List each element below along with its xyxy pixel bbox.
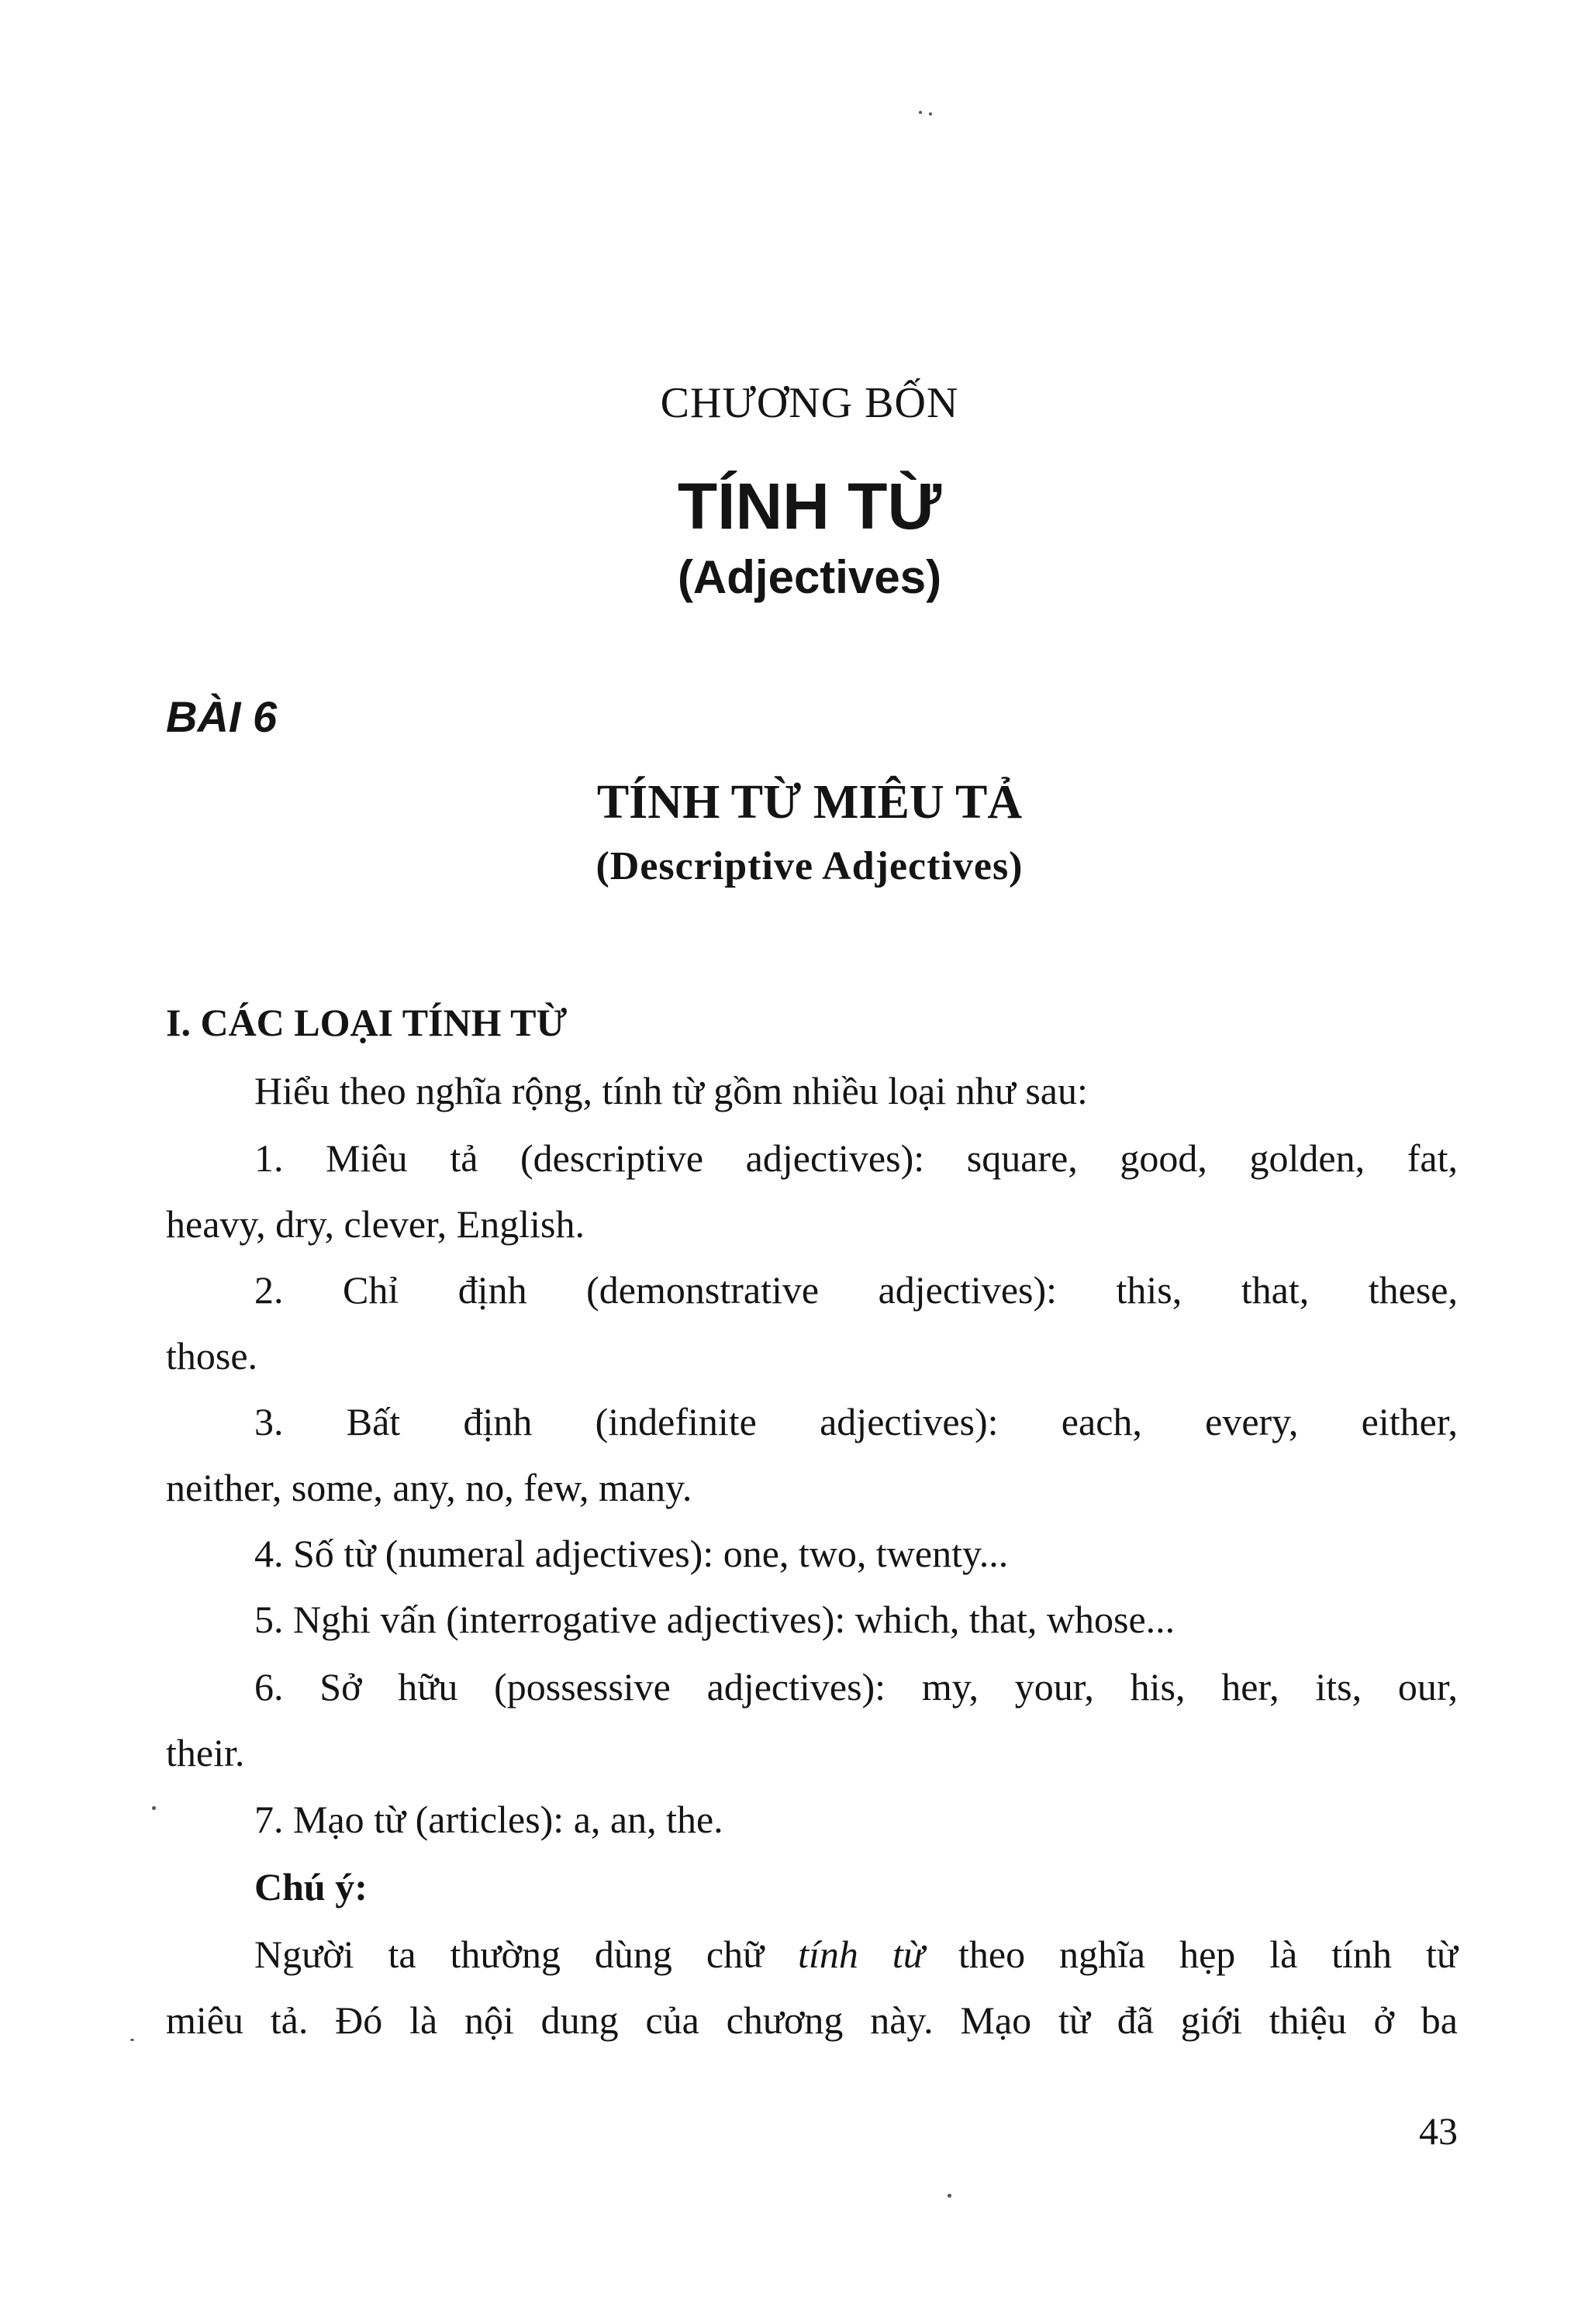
note-line-1-start: Người ta thường dùng chữ xyxy=(254,1933,799,1976)
page-number: 43 xyxy=(1419,2109,1458,2153)
lesson-title-english: (Descriptive Adjectives) xyxy=(596,844,1024,888)
scan-speck xyxy=(152,1806,156,1810)
note-emphasis: tính từ xyxy=(798,1933,925,1976)
list-item-6-line-1: 6. Sở hữu (possessive adjectives): my, your, his, her, its, our, xyxy=(254,1665,1458,1709)
list-item-7: 7. Mạo từ (articles): a, an, the. xyxy=(254,1798,723,1841)
list-item-3-line-2: neither, some, any, no, few, many. xyxy=(166,1466,692,1509)
list-item-1-line-2: heavy, dry, clever, English. xyxy=(166,1202,585,1246)
note-line-1-end: theo nghĩa hẹp là tính từ xyxy=(924,1933,1459,1976)
intro-paragraph: Hiểu theo nghĩa rộng, tính từ gồm nhiều loại như sau: xyxy=(254,1069,1088,1112)
note-line-1 xyxy=(254,1932,1458,1977)
list-item-6-line-2: their. xyxy=(166,1731,245,1774)
list-item-4: 4. Số từ (numeral adjectives): one, two, twenty... xyxy=(254,1532,1009,1575)
list-item-2-line-2: those. xyxy=(166,1334,258,1378)
note-line-2: miêu tả. Đó là nội dung của chương này. Mạo từ đã giới thiệu ở ba xyxy=(166,1998,1458,2042)
list-item-3-line-1: 3. Bất định (indefinite adjectives): each, every, either, xyxy=(254,1400,1458,1443)
section-heading: I. CÁC LOẠI TÍNH TỪ xyxy=(166,1001,568,1044)
chapter-label: CHƯƠNG BỐN xyxy=(660,379,959,427)
scan-speck xyxy=(919,111,922,114)
scan-speck xyxy=(130,2039,134,2041)
scan-speck xyxy=(948,2194,951,2198)
note-label: Chú ý: xyxy=(254,1865,368,1909)
lesson-title: TÍNH TỪ MIÊU TẢ xyxy=(596,776,1023,829)
list-item-2-line-1: 2. Chỉ định (demonstrative adjectives): this, that, these, xyxy=(254,1268,1458,1312)
list-item-5: 5. Nghi vấn (interrogative adjectives): which, that, whose... xyxy=(254,1598,1175,1641)
chapter-title-english: (Adjectives) xyxy=(677,551,942,603)
lesson-label: BÀI 6 xyxy=(166,692,278,741)
scan-speck xyxy=(929,112,932,116)
list-item-1-line-1: 1. Miêu tả (descriptive adjectives): square, good, golden, fat, xyxy=(254,1136,1458,1180)
chapter-title: TÍNH TỪ xyxy=(677,470,942,543)
